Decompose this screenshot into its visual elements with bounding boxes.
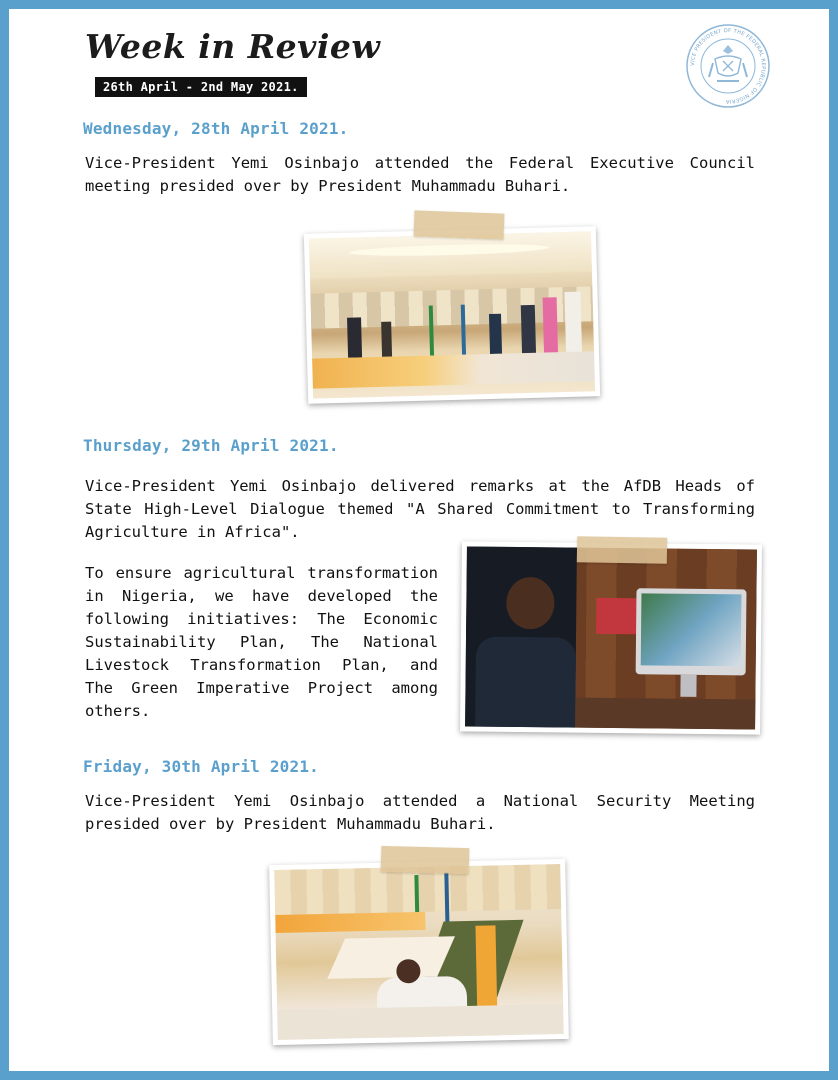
afdb-dialogue-photo <box>460 541 762 734</box>
vice-president-seal-icon <box>685 23 771 109</box>
day-heading-friday: Friday, 30th April 2021. <box>83 757 319 776</box>
security-meeting-photo <box>269 859 569 1045</box>
photo-tape <box>414 210 505 239</box>
week-in-review-page <box>9 9 829 1071</box>
day-heading-wednesday: Wednesday, 28th April 2021. <box>83 119 349 138</box>
entry-text-thursday: Vice-President Yemi Osinbajo delivered remarks at the AfDB Heads of State High-Level Dialogue themed "A Shared Commitment to Transforming Agriculture in Africa". <box>85 477 755 541</box>
page-title: Week in Review <box>85 27 381 66</box>
date-range-badge: 26th April - 2nd May 2021. <box>95 77 307 97</box>
svg-text:VICE PRESIDENT OF THE FEDERAL: VICE PRESIDENT OF THE FEDERAL REPUBLIC OF NIGERIA <box>689 27 767 105</box>
entry-text-wednesday: Vice-President Yemi Osinbajo attended the Federal Executive Council meeting presided over by President Muhammadu Buhari. <box>85 154 755 195</box>
photo-tape <box>577 536 667 564</box>
entry-text-thursday-initiatives: To ensure agricultural transformation in Nigeria, we have developed the following initiatives: The Economic Sustainability Plan, The National Livestock Transformation Plan, and The Green Imperative Project among others. <box>85 564 438 720</box>
entry-text-friday: Vice-President Yemi Osinbajo attended a National Security Meeting presided over by President Muhammadu Buhari. <box>85 792 755 833</box>
fec-meeting-photo <box>304 226 600 404</box>
day-heading-thursday: Thursday, 29th April 2021. <box>83 436 339 455</box>
photo-tape <box>381 846 470 874</box>
